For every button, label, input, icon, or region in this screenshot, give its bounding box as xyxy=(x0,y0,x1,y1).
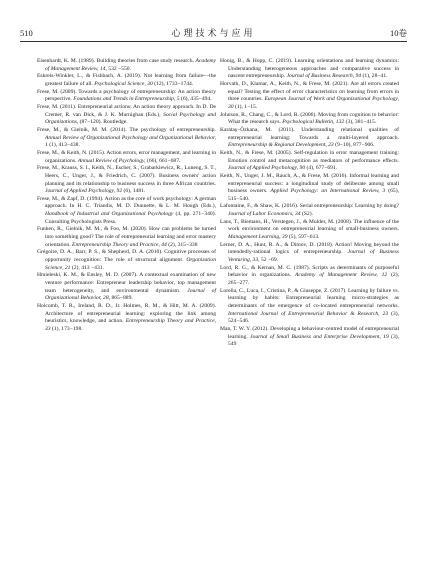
reference-citation: Grégoire, D. A., Barr, P. S., & Shepherd, D. A. (2010). Cognitive processes of opportunity recognition: The role of structural alignment. xyxy=(37,249,216,264)
reference-entry xyxy=(220,265,399,288)
reference-entry xyxy=(220,288,399,326)
reference-locator: 865−889. xyxy=(110,295,133,302)
reference-locator: (3), 549 xyxy=(228,333,400,348)
reference-entry xyxy=(220,203,399,218)
reference-citation: Lerner, D. A., Hunt, R. A., & Dimov, D. (2018). Action! Moving beyond the intendedly-rational logics of entrepreneurship. xyxy=(220,241,399,256)
reference-locator: (6), 1481. xyxy=(122,188,146,195)
reference-citation: Eisenhardt, K. M. (1989). Building theories from case study research. xyxy=(37,58,196,64)
reference-locator: (3), 524−546. xyxy=(228,310,399,325)
reference-source: Journal of Applied Psychology, 92 xyxy=(45,188,123,195)
reference-locator: (5), 597−613. xyxy=(287,234,320,241)
reference-entry xyxy=(220,219,399,242)
reference-entry xyxy=(37,127,216,150)
reference-source: Psychological Science, 30 xyxy=(94,80,153,87)
reference-locator: (1), 28−41. xyxy=(361,73,388,80)
reference-entry xyxy=(37,272,216,303)
reference-source: Annual Review of Organizational Psychology and Organizational Behavior, 1 xyxy=(45,134,216,149)
reference-source: Applied Psychology: an International Review, 3 xyxy=(270,188,386,195)
reference-locator: (65), 515−540. xyxy=(228,188,399,202)
reference-citation: Frese, M., Krauss, S. I., Keith, N., Escher, S., Grabarkiewicz, R., Luneng, S. T., Heers, C., Unger, J., & Friedrich, C. (2007). Business owners' action planning and its relationship to business success in three African countries. xyxy=(37,165,216,187)
reference-source: Psychological Bulletin, 132 xyxy=(282,119,345,126)
reference-source: Journal of Business Venturing, 33 xyxy=(228,249,399,264)
reference-locator: (6), 435−494. xyxy=(179,96,212,103)
reference-locator: (S2). xyxy=(300,211,313,218)
reference-entry xyxy=(220,326,399,349)
reference-entry xyxy=(220,112,399,127)
reference-locator: (3), 381−415. xyxy=(344,119,377,126)
reference-source: Management Learning, 39 xyxy=(228,234,288,241)
reference-entry xyxy=(37,196,216,227)
reference-citation: Frese, M., & Zapf, D. (1994). Action as the core of work psychology: A german approach. In H. C. Triandis, M. D. Dunnette, & L. M. Hough (Eds.), xyxy=(37,195,216,210)
volume-label: 10卷 xyxy=(389,28,407,38)
reference-locator: (4), 677−691. xyxy=(305,165,338,172)
reference-citation: Honig, B., & Hopp, C. (2019). Learning orientations and learning dynamics: Understanding heterogeneous approaches and comparative success in nascent entrepreneurship. xyxy=(220,58,399,80)
reference-entry xyxy=(37,58,216,73)
reference-citation: Frese, M., & Keith, N. (2015). Action errors, error management, and learning in organizations. xyxy=(37,149,216,164)
reference-locator: (1), 413−438. xyxy=(47,142,80,149)
reference-entry xyxy=(37,249,216,272)
reference-citation: Lafontaine, F., & Shaw, K. (2016). Serial entrepreneurship: Learning by doing? xyxy=(220,203,399,210)
reference-citation: Lorella, C., Luca, I., Cristina, P., & Giuseppe, Z. (2017). Learning by failure vs. learning by habits: Entrepreneurial learning micro-strategies as determinants of the emergence of co-located entrepreneurial networks. xyxy=(220,287,399,309)
reference-entry xyxy=(220,173,399,204)
reference-entry xyxy=(37,89,216,104)
reference-locator: (2), 413 −431. xyxy=(70,264,104,271)
reference-citation: Man, T. W. Y. (2012). Developing a behaviour-centred model of entrepreneurial learning. xyxy=(220,325,399,340)
reference-entry xyxy=(220,242,399,265)
reference-entry xyxy=(37,104,216,127)
reference-citation: Lans, T., Biemans, H., Verstegen, J., & Mulder, M. (2008). The influence of the work environment on entrepreneurial learning of small-business owners. xyxy=(220,218,399,233)
reference-source: Handbook of Industrial and Organizational Psychology xyxy=(45,211,174,218)
reference-citation: Johnson, R., Chang, C., & Lord, R. (2006). Moving from cognition to behavior: What the research says. xyxy=(220,111,399,126)
reference-entry xyxy=(37,303,216,334)
reference-entry xyxy=(220,81,399,112)
reference-entry xyxy=(37,165,216,196)
reference-source: Organization Science, 21 xyxy=(45,257,216,271)
reference-source: Journal of Labor Economics, 34 xyxy=(228,211,301,218)
reference-source: Annual Review of Psychology, xyxy=(77,157,146,164)
page-number: 510 xyxy=(20,28,33,38)
reference-source: Journal of Applied Psychology, 90 xyxy=(228,165,306,172)
reference-source: Journal of Business Research, 94 xyxy=(286,73,362,80)
reference-locator: (4, pp. 271−340). Consulting Psychologists Press. xyxy=(45,211,216,225)
reference-locator: (87−120). Routledge. xyxy=(78,119,128,126)
reference-source: Academy of Management Review, 12 xyxy=(294,272,388,279)
reference-column-right xyxy=(220,58,399,349)
reference-source: European Journal of Work and Organizational Psychology, 30 xyxy=(228,96,399,110)
reference-source: Entrepreneurship Theory and Practice, 33 xyxy=(45,318,216,332)
journal-title: 心理技术与应用 xyxy=(171,28,256,38)
reference-citation: Eskreis-Winkler, L., & Fishbach, A. (2019). Not learning from failure—the greatest failure of all. xyxy=(37,73,216,87)
reference-locator: 532 −550. xyxy=(106,65,132,72)
reference-citation: Frese, M., & Gielnik, M. M. (2014). The psychology of entrepreneurship. xyxy=(37,126,216,133)
reference-locator: (12), 1733−1744. xyxy=(152,80,194,87)
reference-entry xyxy=(220,58,399,81)
reference-locator: (1), 173−198. xyxy=(50,325,83,332)
reference-citation: Lord, R. G., & Kernan, M. C. (1987). Scripts as determinants of purposeful behavior in organizations. xyxy=(220,264,399,279)
running-header xyxy=(20,26,407,40)
reference-locator: (66), 661−687. xyxy=(145,157,181,164)
reference-citation: Frese, M. (2009). Towards a psychology of entrepreneurship: An action theory perspective. xyxy=(37,88,216,103)
reference-source: Journal of Small Business and Enterprise Development, 19 xyxy=(250,333,389,340)
reference-source: Academy of Management Review, 14, xyxy=(45,58,216,72)
reference-source: Social Psychology and Organizations, xyxy=(45,111,216,126)
reference-source: Journal of Organizational Behavior, 28, xyxy=(45,287,216,302)
reference-entry xyxy=(220,127,399,150)
reference-citation: Holcomb, T. R., Ireland, R. D., Jr. Holmes, R. M., & Hitt, M. A. (2009). Architecture of entrepreneurial learning: exploring the link among heuristics, knowledge, and action. xyxy=(37,303,216,325)
header-rule xyxy=(20,41,407,42)
reference-locator: (2), 315−338 xyxy=(166,241,198,248)
reference-citation: Keith, N., Unger, J. M., Rauch, A., & Frese, M. (2016). Informal learning and entrepreneurial success: a longitudinal study of deliberate among small business owners. xyxy=(220,172,399,195)
reference-locator: (1), 1−15. xyxy=(233,103,258,110)
reference-citation: Funken, R., Gielnik, M. M., & Foo, M. (2020). How can problems be turned into something good? The role of entrepreneurial learning and error mastery orientation. xyxy=(37,226,216,248)
reference-citation: Karataş−Özkana, M. (2011). Understanding relational qualities of entrepreneurial learning: Towards a multi-layered approach. xyxy=(220,126,399,141)
reference-column-left xyxy=(37,58,216,334)
reference-source: Foundations and Trends in Entrepreneurship, 5 xyxy=(73,96,180,103)
reference-citation: Horvath, D., Klamar, A., Keith, N., & Frese, M. (2021). Are all errors created equal? Testing the effect of error characteristics on learning from errors in three countries. xyxy=(220,80,399,103)
reference-entry xyxy=(37,150,216,165)
reference-citation: Hmieleski, K. M., & Ensley, M. D. (2007). A contextual examination of new venture performance: Entrepreneur leadership behavior, top management team heterogeneity, and environmental dynamism. xyxy=(37,272,216,294)
reference-entry xyxy=(220,150,399,173)
reference-source: Entrepreneurship Theory and Practice, 44 xyxy=(72,241,167,248)
reference-locator: , 52 −69. xyxy=(258,257,279,264)
reference-entry xyxy=(37,73,216,88)
reference-source: Entrepreneurship & Regional Development, 23 xyxy=(228,142,334,149)
reference-source: International Journal of Entrepreneurial Behavior & Research, 23 xyxy=(228,310,389,317)
reference-citation: Frese, M. (2011). Entrepreneurial actions: An action theory approach. In D. De Cremer, R. van Dick, & J. K. Murnighan (Eds.), xyxy=(37,103,216,118)
reference-locator: (9−10), 877−906. xyxy=(333,142,375,149)
reference-citation: Keith, N., & Frese, M. (2005). Self-regulation in error management training: Emotion control and metacognition as mediators of performance effects. xyxy=(220,149,399,164)
reference-entry xyxy=(37,226,216,249)
reference-locator: (2), 265−277. xyxy=(228,272,399,287)
